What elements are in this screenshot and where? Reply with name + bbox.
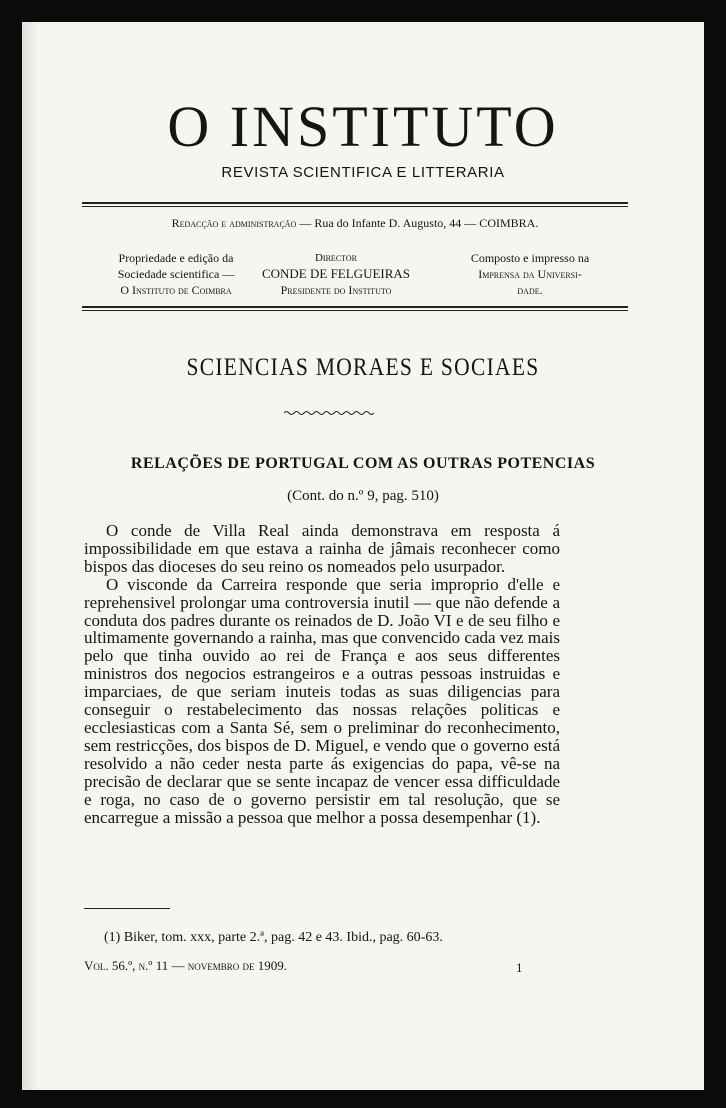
paragraph: O conde de Villa Real ainda demonstrava em resposta á impossibilidade em que estava a rainha de jâmais reconhecer como bispos das dioceses do seu reino os nomeados pelo usurpador. — [84, 521, 560, 576]
journal-subtitle: REVISTA SCIENTIFICA E LITTERARIA — [221, 164, 505, 181]
address-text: — Rua do Infante D. Augusto, 44 — COIMBRA. — [299, 216, 539, 230]
director-label: Director — [314, 252, 358, 264]
publisher-line: O Instituto de Coimbra — [120, 283, 232, 297]
address-label: Redacção e administração — [171, 216, 297, 230]
publisher-line: Propriedade e edição da — [118, 251, 234, 265]
volume-line: Vol. 56.º, n.º 11 — novembro de 1909. — [84, 958, 287, 973]
printer-line: Imprensa da Universi- — [478, 267, 582, 281]
journal-title: O INSTITUTO — [167, 94, 559, 159]
continuation-note: (Cont. do n.º 9, pag. 510) — [287, 488, 439, 504]
page-number: 1 — [516, 960, 523, 975]
wavy-ornament — [284, 410, 374, 416]
masthead-rule — [82, 310, 628, 311]
footnote: (1) Biker, tom. xxx, parte 2.ª, pag. 42 e 43. Ibid., pag. 60-63. — [104, 930, 443, 945]
header-rule — [82, 202, 628, 204]
director-column — [246, 250, 426, 298]
header-rule — [82, 206, 628, 207]
printer-line: dade. — [517, 283, 543, 297]
page-gutter-shade — [22, 22, 38, 1090]
printer-line: Composto e impresso na — [470, 251, 590, 265]
section-title: SCIENCIAS MORAES E SOCIAES — [186, 354, 540, 381]
paragraph: O visconde da Carreira responde que seria improprio d'elle e reprehensivel prolongar uma controversia inutil — que não defende a conduta dos padres durante os reinados de D. João VI e de seu filho e ultimamente governando a rainha, mas que convencido cada vez mais pelo que tinha ouvido ao rei de França e aos seus differentes ministros dos negocios estrangeiros e a outras pessoas instruidas e imparciaes, de que seriam inuteis todas as suas diligencias para conseguir o restabelecimento das nossas relações politicas e ecclesiasticas com a Santa Sé, sem o preliminar do reconhecimento, sem restricções, dos bispos de D. Miguel, e vendo que o governo está resolvido a não ceder nesta parte ás exigencias do papa, vê-se na precisão de declarar que se sente incapaz de vencer essa difficuldade e roga, no caso de o governo persistir em tal resolução, que se encarregue a missão a pessoa que melhor a possa desempenhar (1). — [84, 574, 560, 827]
footnote-rule — [84, 908, 170, 909]
publisher-line: Sociedade scientifica — — [117, 267, 235, 281]
director-name: CONDE DE FELGUEIRAS — [261, 266, 411, 281]
journal-page — [22, 22, 704, 1090]
printer-column — [430, 250, 630, 298]
director-role: Presidente do Instituto — [280, 283, 392, 297]
address-line — [82, 216, 628, 231]
masthead-rule — [82, 306, 628, 308]
article-title: RELAÇÕES DE PORTUGAL COM AS OUTRAS POTENCIAS — [130, 455, 596, 472]
article-body — [84, 522, 560, 826]
